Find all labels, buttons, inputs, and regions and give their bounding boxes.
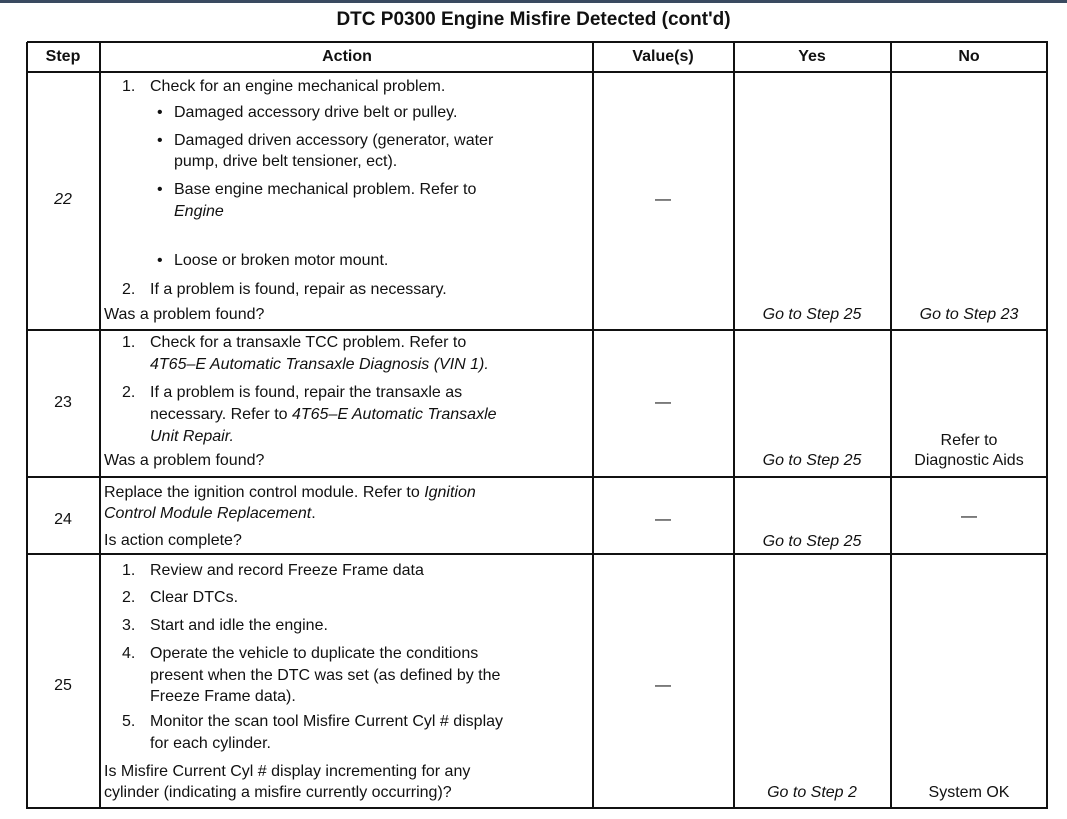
window-top-border [0, 0, 1067, 3]
action-line [174, 180, 476, 200]
action-line [150, 383, 462, 403]
row-divider [27, 71, 1048, 73]
action-line [150, 666, 500, 686]
action-line [174, 202, 224, 222]
action-line [150, 427, 234, 447]
reference-text: Unit Repair. [150, 428, 234, 445]
header-yes: Yes [798, 48, 826, 65]
action-text: Was a problem found? [104, 306, 265, 323]
value-cell: — [655, 677, 671, 694]
action-text: Was a problem found? [104, 452, 265, 469]
header-action: Action [322, 48, 372, 65]
action-text: Damaged accessory drive belt or pulley. [174, 104, 458, 121]
list-number: 2. [122, 589, 136, 606]
action-line [104, 451, 264, 471]
action-text: Damaged driven accessory (generator, water [174, 132, 494, 149]
bullet-icon: • [157, 104, 163, 121]
action-line [150, 712, 503, 732]
page-title: DTC P0300 Engine Misfire Detected (cont'd) [336, 9, 731, 30]
action-text: Operate the vehicle to duplicate the conditions [150, 645, 479, 662]
reference-text: Engine [174, 203, 224, 220]
action-line [104, 783, 452, 803]
step-number: 22 [54, 191, 72, 208]
reference-text: Control Module Replacement [104, 505, 312, 522]
bullet-icon: • [157, 181, 163, 198]
action-text: cylinder (indicating a misfire currently occurring)? [104, 784, 452, 801]
action-text: Loose or broken motor mount. [174, 252, 389, 269]
no-cell: Refer to [940, 432, 998, 449]
action-line [104, 504, 316, 524]
action-text: Check for a transaxle TCC problem. Refer to [150, 334, 467, 351]
action-text: Monitor the scan tool Misfire Current Cyl # display [150, 713, 504, 730]
action-text: Check for an engine mechanical problem. [150, 78, 446, 95]
reference-text: Ignition [424, 484, 476, 501]
row-divider [27, 807, 1048, 809]
reference-text: 4T65–E Automatic Transaxle Diagnosis (VIN 1). [150, 356, 489, 373]
action-text: Start and idle the engine. [150, 617, 328, 634]
action-line [104, 531, 242, 551]
action-text: present when the DTC was set (as defined by the [150, 667, 501, 684]
row-divider [27, 41, 1048, 43]
yes-cell: Go to Step 2 [767, 784, 857, 801]
row-divider [27, 476, 1048, 478]
header-step: Step [45, 48, 81, 65]
action-text: Is Misfire Current Cyl # display incrementing for any [104, 763, 471, 780]
action-line [104, 762, 470, 782]
list-number: 4. [122, 645, 136, 662]
column-divider [733, 42, 735, 809]
list-number: 1. [122, 78, 136, 95]
action-text: for each cylinder. [150, 735, 271, 752]
row-divider [27, 329, 1048, 331]
action-text: Is action complete? [104, 532, 242, 549]
action-line [104, 483, 476, 503]
action-line [150, 687, 296, 707]
action-line [150, 561, 424, 581]
list-number: 2. [122, 281, 136, 298]
column-divider [890, 42, 892, 809]
column-divider [99, 42, 101, 809]
yes-cell: Go to Step 25 [762, 533, 862, 550]
list-number: 3. [122, 617, 136, 634]
action-line [150, 77, 445, 97]
action-line [104, 305, 264, 325]
value-cell: — [655, 191, 671, 208]
column-divider [1046, 42, 1048, 809]
action-line [150, 644, 478, 664]
yes-cell: Go to Step 25 [762, 306, 862, 323]
action-text: . [311, 505, 316, 522]
action-text: pump, drive belt tensioner, ect). [174, 153, 398, 170]
action-text: necessary. Refer to [150, 406, 292, 423]
reference-text: 4T65–E Automatic Transaxle [291, 406, 497, 423]
action-line [174, 103, 457, 123]
header-no: No [958, 48, 980, 65]
action-line [174, 152, 397, 172]
header-values: Value(s) [632, 48, 694, 65]
action-line [174, 131, 493, 151]
list-number: 1. [122, 562, 136, 579]
action-text: Review and record Freeze Frame data [150, 562, 424, 579]
action-text: Base engine mechanical problem. Refer to [174, 181, 477, 198]
action-line [150, 355, 489, 375]
no-cell: Go to Step 23 [919, 306, 1019, 323]
list-number: 2. [122, 384, 136, 401]
action-text: If a problem is found, repair as necessary. [150, 281, 447, 298]
action-text: Replace the ignition control module. Refer to [104, 484, 425, 501]
value-cell: — [655, 511, 671, 528]
step-number: 24 [54, 511, 72, 528]
bullet-icon: • [157, 132, 163, 149]
row-divider [27, 553, 1048, 555]
action-line [150, 616, 328, 636]
step-number: 25 [54, 677, 72, 694]
no-cell: Diagnostic Aids [914, 452, 1024, 469]
step-number: 23 [54, 394, 72, 411]
list-number: 5. [122, 713, 136, 730]
value-cell: — [655, 394, 671, 411]
action-text: If a problem is found, repair the transaxle as [150, 384, 463, 401]
column-divider [26, 42, 28, 809]
action-line [150, 588, 238, 608]
action-line [150, 333, 466, 353]
list-number: 1. [122, 334, 136, 351]
action-text: Clear DTCs. [150, 589, 239, 606]
no-cell: — [961, 508, 977, 525]
action-text: Freeze Frame data). [150, 688, 296, 705]
action-line [150, 734, 271, 754]
bullet-icon: • [157, 252, 163, 269]
yes-cell: Go to Step 25 [762, 452, 862, 469]
no-cell: System OK [928, 784, 1010, 801]
action-line [150, 405, 497, 425]
action-line [174, 251, 388, 271]
action-line [150, 280, 447, 300]
column-divider [592, 42, 594, 809]
